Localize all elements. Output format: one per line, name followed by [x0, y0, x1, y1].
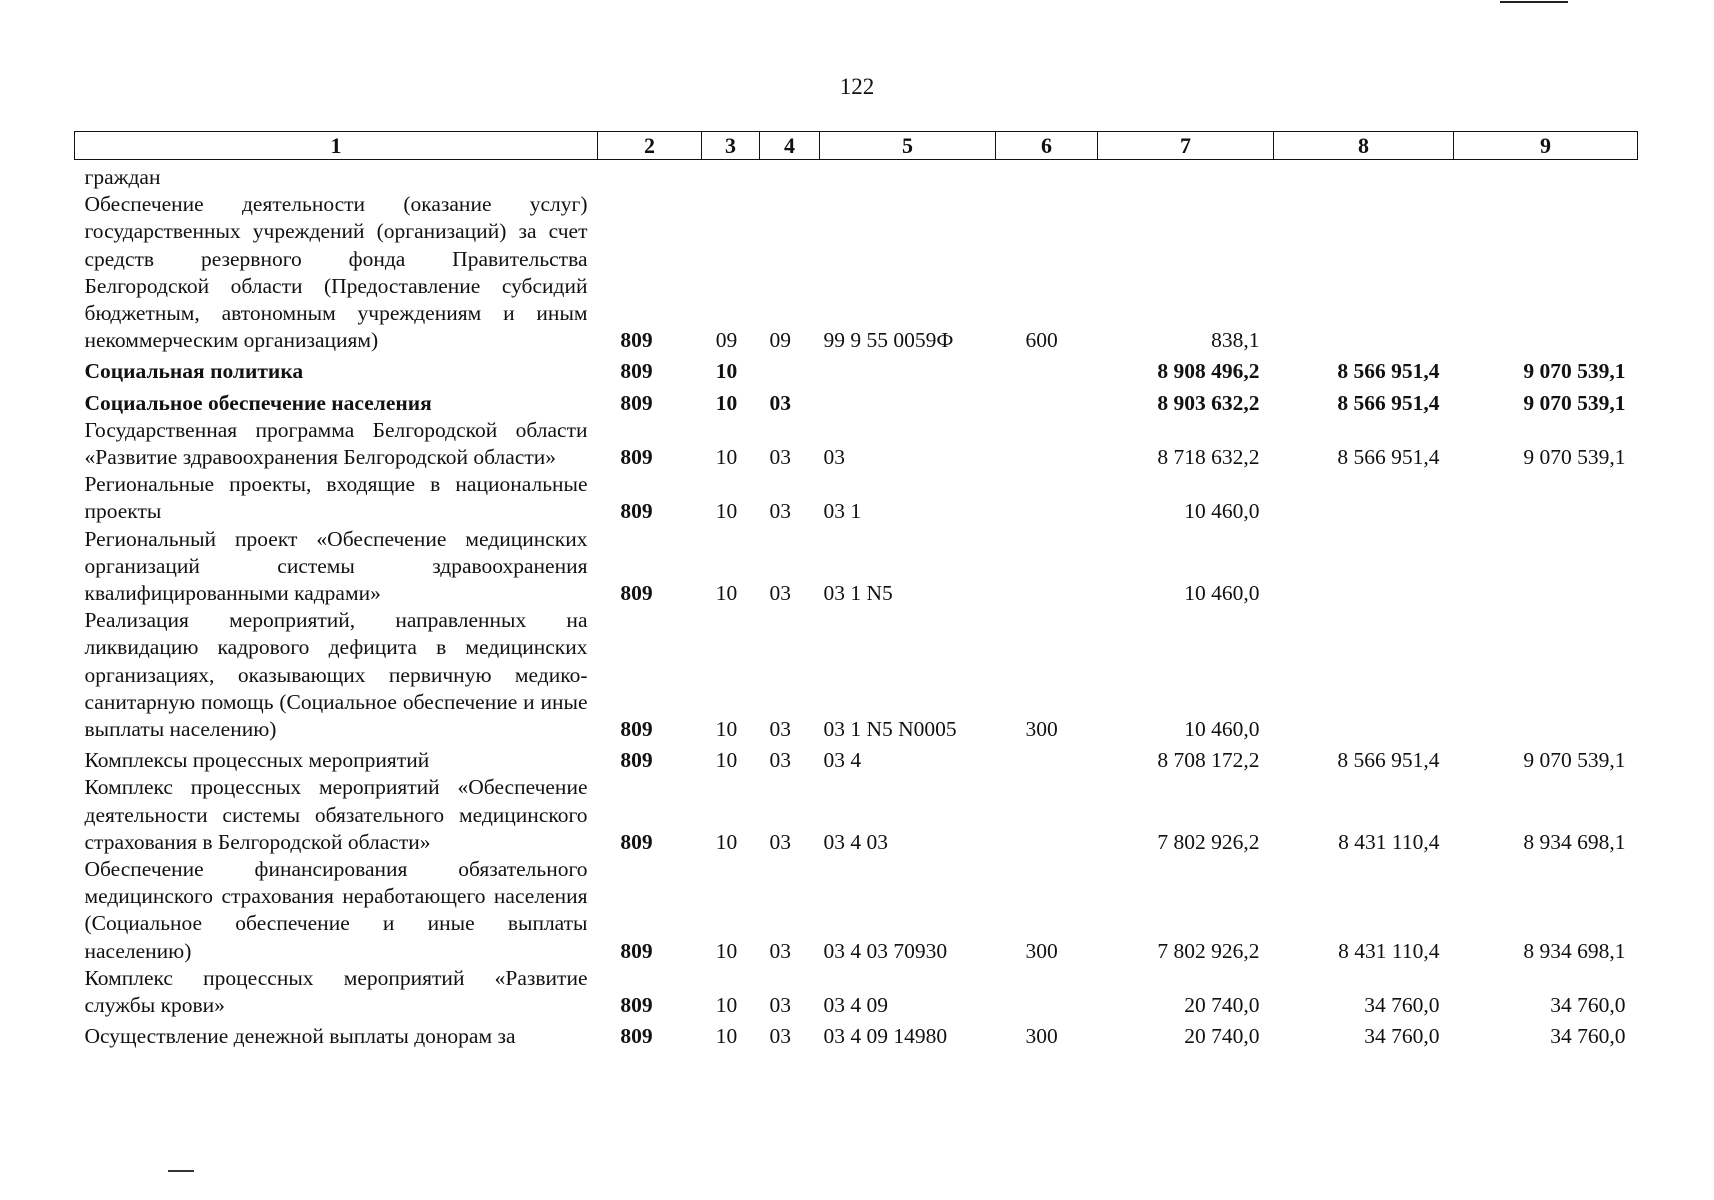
- expense-type-code: 600: [1025, 328, 1058, 353]
- amount-col-9: 9 070 539,1: [1523, 748, 1626, 773]
- amount-col-8: 8 431 110,4: [1338, 938, 1440, 963]
- amount-col-7: [1098, 160, 1274, 192]
- expense-type-code: 300: [1025, 717, 1058, 742]
- amount-col-7: 8 908 496,2: [1157, 359, 1260, 384]
- row-name: Социальная политика: [84, 359, 304, 384]
- amount-col-8: 34 760,0: [1364, 993, 1440, 1018]
- section-code: [702, 160, 760, 192]
- expense-type-code: [996, 526, 1098, 608]
- amount-col-9: [1454, 191, 1638, 354]
- table-body: [75, 160, 1638, 1051]
- top-rule: [1500, 1, 1568, 3]
- admin-code: 809: [620, 390, 653, 415]
- expense-type-code: 300: [1025, 1024, 1058, 1049]
- amount-col-9: 8 934 698,1: [1523, 829, 1626, 854]
- amount-col-8: 8 566 951,4: [1337, 748, 1440, 773]
- amount-col-7: 8 718 632,2: [1157, 445, 1260, 470]
- header-cell-4: 4: [760, 132, 820, 160]
- subsection-code: 03: [769, 581, 791, 606]
- amount-col-7: 838,1: [1211, 328, 1260, 353]
- page-number: 122: [839, 74, 875, 99]
- amount-col-8: 8 566 951,4: [1337, 359, 1440, 384]
- amount-col-8: 8 431 110,4: [1338, 829, 1440, 854]
- target-item-code: 03 4 03 70930: [823, 938, 948, 963]
- row-name: Социальное обеспечение населения: [84, 390, 432, 415]
- admin-code: 809: [620, 581, 653, 606]
- table-row: [75, 743, 1638, 774]
- budget-table: [74, 131, 1638, 1051]
- amount-col-8: 8 566 951,4: [1337, 390, 1440, 415]
- admin-code: 809: [620, 829, 653, 854]
- row-name: Обеспечение деятельности (оказание услуг) государственных учреждений (организаций) за счет средств резервного фонда Правительства Белгородской области (Предоставление субсидий бюджетным, автономным учреждениям и иным некоммерческим организациям): [84, 192, 588, 353]
- section-code: 10: [715, 829, 738, 854]
- row-name: Региональные проекты, входящие в национальные проекты: [84, 472, 588, 524]
- header-cell-5: 5: [820, 132, 996, 160]
- target-item-code: [820, 160, 996, 192]
- subsection-code: 03: [769, 499, 791, 524]
- amount-col-7: 8 903 632,2: [1157, 390, 1260, 415]
- target-item-code: [820, 354, 996, 385]
- table-row: [75, 607, 1638, 743]
- amount-col-9: 34 760,0: [1550, 993, 1626, 1018]
- amount-col-7: 20 740,0: [1184, 1024, 1260, 1049]
- expense-type-code: 300: [1025, 938, 1058, 963]
- header-cell-8: 8: [1274, 132, 1454, 160]
- margin-mark: [168, 1170, 194, 1172]
- amount-col-9: [1454, 160, 1638, 192]
- amount-col-9: [1454, 607, 1638, 743]
- table-row: [75, 386, 1638, 417]
- table-row: [75, 191, 1638, 354]
- section-code: 10: [715, 390, 738, 415]
- table-row: [75, 160, 1638, 192]
- target-item-code: 03: [823, 445, 845, 470]
- expense-type-code: [996, 417, 1098, 471]
- amount-col-8: [1274, 526, 1454, 608]
- amount-col-7: 10 460,0: [1184, 717, 1260, 742]
- header-cell-2: 2: [598, 132, 702, 160]
- amount-col-8: [1274, 471, 1454, 525]
- section-code: 10: [715, 359, 738, 384]
- header-cell-6: 6: [996, 132, 1098, 160]
- amount-col-7: 8 708 172,2: [1157, 748, 1260, 773]
- amount-col-9: [1454, 526, 1638, 608]
- subsection-code: [760, 160, 820, 192]
- section-code: 10: [715, 445, 738, 470]
- amount-col-9: 9 070 539,1: [1523, 445, 1626, 470]
- section-code: 10: [715, 581, 738, 606]
- row-name: Обеспечение финансирования обязательного медицинского страхования неработающего населения (Социальное обеспечение и иные выплаты населению): [84, 857, 588, 963]
- amount-col-8: 8 566 951,4: [1337, 445, 1440, 470]
- section-code: 09: [715, 328, 738, 353]
- amount-col-7: 10 460,0: [1184, 581, 1260, 606]
- subsection-code: 03: [769, 1024, 791, 1049]
- admin-code: 809: [620, 1024, 653, 1049]
- expense-type-code: [996, 160, 1098, 192]
- section-code: 10: [715, 748, 738, 773]
- subsection-code: 03: [769, 445, 791, 470]
- table-row: [75, 471, 1638, 525]
- table-row: [75, 354, 1638, 385]
- amount-col-7: 7 802 926,2: [1157, 938, 1260, 963]
- amount-col-9: 9 070 539,1: [1523, 359, 1626, 384]
- expense-type-code: [996, 354, 1098, 385]
- target-item-code: 99 9 55 0059Ф: [823, 328, 954, 353]
- subsection-code: 03: [769, 748, 791, 773]
- header-cell-1: 1: [75, 132, 598, 160]
- amount-col-9: 34 760,0: [1550, 1024, 1626, 1049]
- admin-code: 809: [620, 748, 653, 773]
- expense-type-code: [996, 965, 1098, 1019]
- expense-type-code: [996, 386, 1098, 417]
- target-item-code: 03 4 03: [823, 829, 888, 854]
- target-item-code: [820, 386, 996, 417]
- admin-code: 809: [620, 445, 653, 470]
- subsection-code: 03: [769, 993, 791, 1018]
- section-code: 10: [715, 993, 738, 1018]
- row-name: Комплексы процессных мероприятий: [84, 748, 430, 773]
- table-row: [75, 965, 1638, 1019]
- table-row: [75, 1019, 1638, 1050]
- header-cell-3: 3: [702, 132, 760, 160]
- expense-type-code: [996, 743, 1098, 774]
- row-name: Комплекс процессных мероприятий «Обеспечение деятельности системы обязательного медицинского страхования в Белгородской области»: [84, 775, 588, 854]
- subsection-code: 03: [769, 829, 791, 854]
- expense-type-code: [996, 774, 1098, 856]
- expense-type-code: [996, 471, 1098, 525]
- row-name: Государственная программа Белгородской области «Развитие здравоохранения Белгородской области»: [84, 417, 588, 470]
- target-item-code: 03 4 09 14980: [823, 1024, 948, 1049]
- row-name: Реализация мероприятий, направленных на ликвидацию кадрового дефицита в медицинских организациях, оказывающих первичную медико-санитарную помощь (Социальное обеспечение и иные выплаты населению): [84, 608, 588, 742]
- amount-col-8: [1274, 191, 1454, 354]
- section-code: 10: [715, 499, 738, 524]
- header-row: [75, 132, 1638, 160]
- table-row: [75, 417, 1638, 471]
- row-name: Осуществление денежной выплаты донорам за: [84, 1024, 516, 1049]
- amount-col-7: 7 802 926,2: [1157, 829, 1260, 854]
- target-item-code: 03 1: [823, 499, 862, 524]
- admin-code: [598, 160, 702, 192]
- admin-code: 809: [620, 328, 653, 353]
- amount-col-8: 34 760,0: [1364, 1024, 1440, 1049]
- subsection-code: 09: [769, 328, 791, 353]
- table-row: [75, 774, 1638, 856]
- section-code: 10: [715, 717, 738, 742]
- admin-code: 809: [620, 993, 653, 1018]
- admin-code: 809: [620, 499, 653, 524]
- row-name: Региональный проект «Обеспечение медицинских организаций системы здравоохранения квалифицированными кадрами»: [84, 526, 588, 606]
- admin-code: 809: [620, 938, 653, 963]
- amount-col-7: 10 460,0: [1184, 499, 1260, 524]
- row-name: граждан: [84, 165, 161, 189]
- amount-col-8: [1274, 160, 1454, 192]
- table-row: [75, 526, 1638, 608]
- amount-col-7: 20 740,0: [1184, 993, 1260, 1018]
- header-cell-9: 9: [1454, 132, 1638, 160]
- budget-table-container: [74, 131, 1637, 1051]
- amount-col-9: 8 934 698,1: [1523, 938, 1626, 963]
- row-name: Комплекс процессных мероприятий «Развитие службы крови»: [84, 965, 588, 1018]
- subsection-code: 03: [769, 938, 791, 963]
- section-code: 10: [715, 938, 738, 963]
- admin-code: 809: [620, 717, 653, 742]
- target-item-code: 03 1 N5 N0005: [823, 717, 957, 742]
- amount-col-8: [1274, 607, 1454, 743]
- target-item-code: 03 4 09: [823, 993, 888, 1018]
- subsection-code: 03: [769, 390, 791, 415]
- subsection-code: 03: [769, 717, 791, 742]
- amount-col-9: 9 070 539,1: [1523, 390, 1626, 415]
- target-item-code: 03 4: [823, 748, 862, 773]
- header-cell-7: 7: [1098, 132, 1274, 160]
- section-code: 10: [715, 1024, 738, 1049]
- table-row: [75, 856, 1638, 965]
- subsection-code: [760, 354, 820, 385]
- admin-code: 809: [620, 359, 653, 384]
- amount-col-9: [1454, 471, 1638, 525]
- target-item-code: 03 1 N5: [823, 581, 893, 606]
